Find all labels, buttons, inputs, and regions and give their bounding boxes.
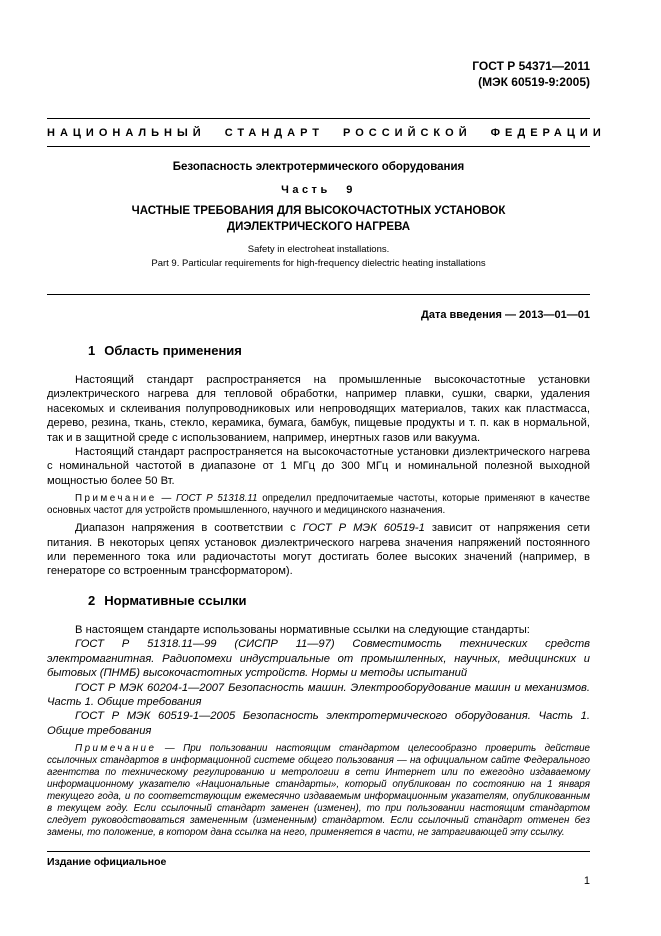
section-2-number: 2: [88, 592, 96, 608]
section-2-title: Нормативные ссылки: [104, 592, 247, 608]
section-1-paragraph-3: [47, 521, 590, 579]
note-standard-ref: ГОСТ Р 51318.11: [175, 493, 258, 505]
section-1-title: Область применения: [104, 343, 242, 358]
doc-subtitle: [47, 204, 590, 235]
doc-number-iec: (МЭК 60519-9:2005): [478, 75, 590, 89]
section-2-note: [47, 743, 590, 839]
doc-title-en: [47, 243, 590, 270]
doc-title-en-line-2: Part 9. Particular requirements for high-frequency dielectric heating installations: [151, 257, 486, 269]
edition-label: Издание официальное: [47, 856, 167, 868]
section-1-paragraph-1: Настоящий стандарт распространяется на промышленные высокочастотные установки диэлектрического нагрева для тепловой обработки, например плавки, сушки, сварки, удаления насекомых и склеивания полупроводниковых или непроводящих материалов, таких как пластмасса, дерево, резина, ткань, стекло, керамика, бумага, бамбук, пищевые продукты и т. п. как в нормальной, так и в защитной среде с использованием, например, инертных газов или вакуума.: [47, 374, 590, 444]
horizontal-rule-footer: [47, 851, 590, 852]
page-footer: [47, 851, 590, 887]
paragraph-3-standard-ref: ГОСТ Р МЭК 60519-1: [302, 522, 425, 535]
horizontal-rule-banner: [47, 146, 590, 147]
doc-number: ГОСТ Р 54371—2011: [472, 59, 590, 73]
page-number: 1: [583, 875, 590, 887]
reference-item-2: ГОСТ Р МЭК 60204-1—2007 Безопасность машин. Электрооборудование машин и механизмов. Часть 1. Общие требования: [47, 681, 590, 708]
note-dash: —: [156, 493, 176, 505]
doc-part: Часть 9: [281, 184, 356, 196]
section-2-paragraph-1: В настоящем стандарте использованы нормативные ссылки на следующие стандарты:: [75, 623, 530, 636]
doc-title-ru: Безопасность электротермического оборудования: [172, 161, 465, 173]
horizontal-rule-title: [47, 294, 590, 295]
doc-subtitle-line-1: ЧАСТНЫЕ ТРЕБОВАНИЯ ДЛЯ ВЫСОКОЧАСТОТНЫХ УСТАНОВОК: [131, 205, 506, 217]
note-text: — При пользовании настоящим стандартом целесообразно проверить действие ссылочных стандартов в информационной системе общего пользования — на официальном сайте Федерального агентства по техническому регулированию и метрологии в сети Интернет или по ежегодно издаваемому информационному указателю «Национальные стандарты», который опубликован по состоянию на 1 января текущего года, и по соответствующим ежемесячно издаваемым информационным указателям, опубликованным в текущем году. Если ссылочный стандарт заменен (изменен), то при пользовании настоящим стандартом следует руководствоваться замененным (измененным) стандартом. Если ссылочный стандарт отменен без замены, то положение, в котором дана ссылка на него, применяется в части, не затрагивающей эту ссылку.: [47, 743, 590, 839]
effective-date: Дата введения — 2013—01—01: [421, 309, 590, 321]
doc-header: [47, 58, 590, 90]
doc-title-en-line-1: Safety in electroheat installations.: [247, 244, 390, 255]
section-1-heading: [47, 343, 590, 359]
section-1-note: [47, 493, 590, 517]
note-label: Примечание: [75, 743, 157, 755]
section-1-paragraph-2: Настоящий стандарт распространяется на высокочастотные установки диэлектрического нагрева с номинальной частотой в диапазоне от 1 МГц до 300 МГц и номинальной полезной выходной мощностью более 50 Вт.: [47, 446, 590, 487]
standard-type-banner: НАЦИОНАЛЬНЫЙ СТАНДАРТ РОССИЙСКОЙ ФЕДЕРАЦИИ: [47, 127, 606, 139]
note-text: определил предпочитаемые частоты, которые применяют в качестве основных частот для устройств промышленного, научного и медицинского назначения.: [47, 493, 590, 517]
reference-item-3: ГОСТ Р МЭК 60519-1—2005 Безопасность электротермического оборудования. Часть 1. Общие требования: [47, 710, 590, 737]
note-label: Примечание: [75, 493, 157, 505]
section-2-heading: [47, 593, 590, 609]
paragraph-3-suffix: зависит от напряжения сети питания. В некоторых цепях установок диэлектрического нагрева значения напряжений постоянного или переменного тока или радиочастоты могут достигать более высоких значений (например, в генераторе со встроенным трансформатором).: [47, 522, 591, 578]
doc-subtitle-line-2: ДИЭЛЕКТРИЧЕСКОГО НАГРЕВА: [226, 220, 411, 233]
reference-item-1: ГОСТ Р 51318.11—99 (СИСПР 11—97) Совместимость технических средств электромагнитная. Радиопомехи индустриальные от промышленных, научных, медицинских и бытовых (ПНМБ) высокочастотных устройств. Нормы и методы испытаний: [47, 638, 590, 680]
paragraph-3-prefix: Диапазон напряжения в соответствии с: [75, 522, 303, 535]
section-1-number: 1: [88, 343, 96, 358]
